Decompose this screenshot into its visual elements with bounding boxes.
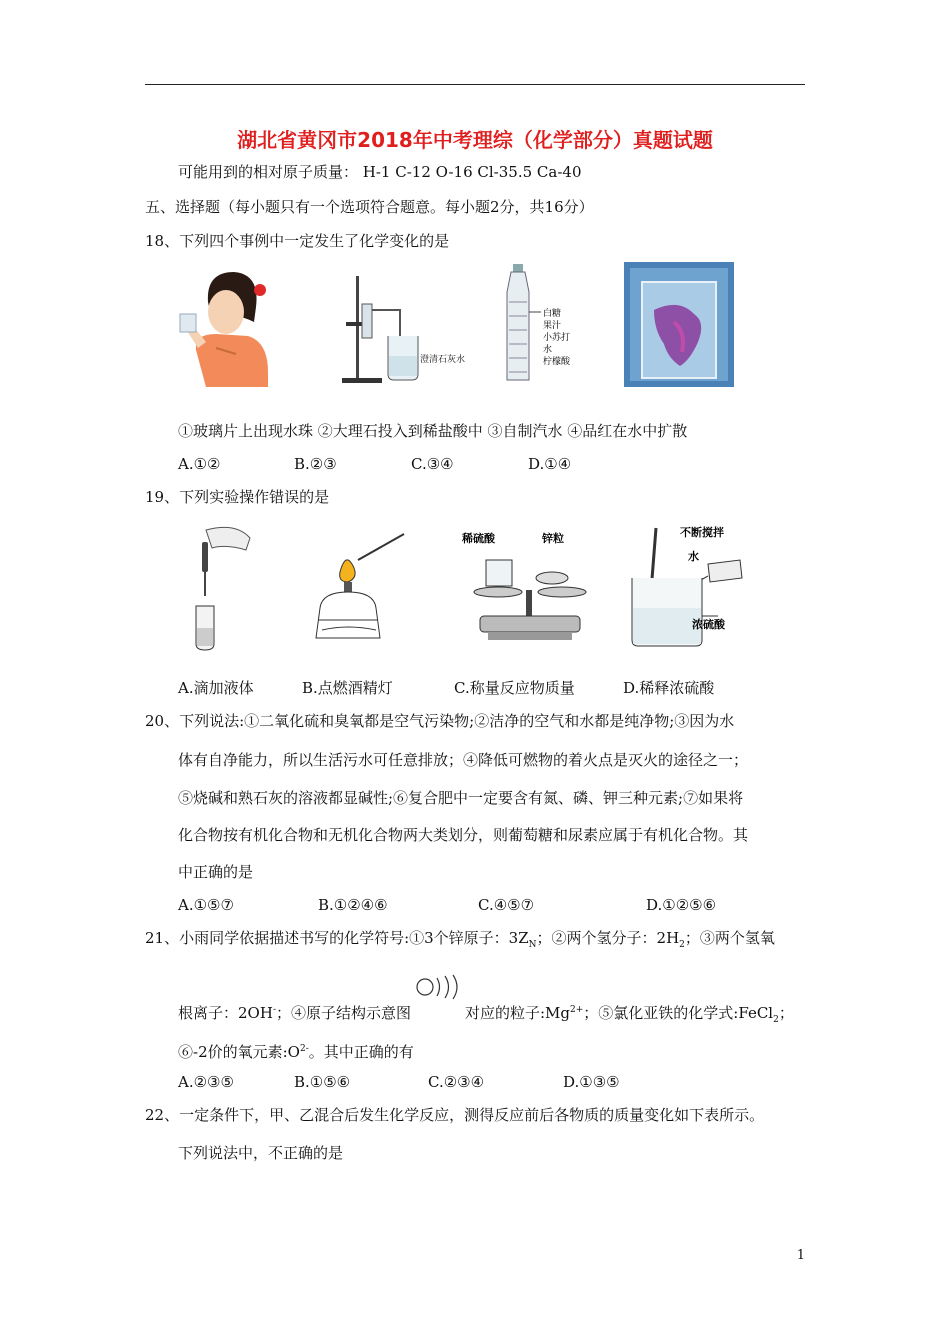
q18-bottle-label-5: 柠檬酸 [543, 356, 571, 366]
q18-option-c[interactable]: C.③④ [411, 455, 454, 473]
q20-line-4: 化合物按有机化合物和无机化合物两大类划分，则葡萄糖和尿素应属于有机化合物。其 [178, 826, 749, 844]
q18-figure-apparatus [336, 262, 466, 387]
q19-figure-alcohol-lamp [300, 520, 410, 652]
q19-label-zinc: 锌粒 [542, 533, 564, 545]
section-heading: 五、选择题（每小题只有一个选项符合题意。每小题2分，共16分） [145, 198, 594, 216]
q18-label-limewater: 澄清石灰水 [420, 354, 466, 364]
q20-option-c[interactable]: C.④⑤⑦ [478, 896, 535, 914]
q19-label-water: 水 [688, 551, 699, 563]
q20-option-b[interactable]: B.①②④⑥ [318, 896, 388, 914]
q21-line-3: ⑥-2价的氧元素$:O^{2-}$。其中正确的有 [178, 1043, 414, 1061]
q18-bottle-label-3: 小苏打 [543, 332, 571, 342]
q19-label-dilute-acid: 稀硫酸 [462, 533, 495, 545]
q21-option-a[interactable]: A.②③⑤ [178, 1073, 234, 1091]
q18-figure-beaker-dye [624, 262, 734, 387]
q19-label-stir: 不断搅拌 [680, 527, 724, 539]
q18-bottle-label-1: 白糖 [543, 308, 562, 318]
q20-line-5: 中正确的是 [178, 863, 254, 881]
q21-line-2: 根离子：2OH-；④原子结构示意图 对应的粒子$:Mg^{2+}$；⑤氯化亚铁的化学式:FeCl$_2$； [178, 1004, 794, 1025]
q19-option-a[interactable]: A.滴加液体 [178, 679, 254, 697]
atomic-structure-diagram [415, 974, 467, 1000]
q18-bottle-label-2: 果汁 [543, 320, 562, 330]
q20-option-d[interactable]: D.①②⑤⑥ [646, 896, 717, 914]
q19-figure-dropper [176, 520, 276, 652]
q18-caption: ①玻璃片上出现水珠 ②大理石投入到稀盐酸中 ③自制汽水 ④品红在水中扩散 [178, 422, 688, 440]
q18-option-d[interactable]: D.①④ [528, 455, 572, 473]
q19-option-b[interactable]: B.点燃酒精灯 [302, 679, 393, 697]
q20-option-a[interactable]: A.①⑤⑦ [178, 896, 234, 914]
q18-figure-girl [176, 262, 276, 387]
page-title: 湖北省黄冈市2018年中考理综（化学部分）真题试题 [237, 128, 713, 152]
q21-option-b[interactable]: B.①⑤⑥ [294, 1073, 351, 1091]
q20-line-1: 20、下列说法:①二氧化硫和臭氧都是空气污染物;②洁净的空气和水都是纯净物;③因为水 [145, 712, 735, 730]
q19-option-d[interactable]: D.稀释浓硫酸 [623, 679, 715, 697]
q18-stem: 18、下列四个事例中一定发生了化学变化的是 [145, 232, 450, 250]
q22-line-1: 22、一定条件下，甲、乙混合后发生化学反应，测得反应前后各物质的质量变化如下表所示。 [145, 1106, 765, 1124]
q18-figure-bottle [495, 262, 595, 387]
atomic-mass-line: 可能用到的相对原子质量： H-1 C-12 O-16 Cl-35.5 Ca-40 [178, 163, 582, 181]
q22-line-2: 下列说法中，不正确的是 [178, 1144, 344, 1162]
q21-line-1: 21、小雨同学依据描述书写的化学符号:①3个锌原子：$3Z_N$；②两个氢分子：$2H_2$；③两个氢氧 [145, 929, 775, 950]
q21-option-d[interactable]: D.①③⑤ [563, 1073, 620, 1091]
q19-stem: 19、下列实验操作错误的是 [145, 488, 330, 506]
q19-figure-balance [452, 520, 592, 652]
q18-bottle-label-4: 水 [543, 344, 553, 354]
q20-line-3: ⑤烧碱和熟石灰的溶液都显碱性;⑥复合肥中一定要含有氮、磷、钾三种元素;⑦如果将 [178, 789, 744, 807]
q19-figure-dilution [626, 520, 756, 652]
q19-label-conc-acid: 浓硫酸 [692, 619, 725, 631]
q19-option-c[interactable]: C.称量反应物质量 [454, 679, 575, 697]
q20-line-2: 体有自净能力，所以生活污水可任意排放；④降低可燃物的着火点是灭火的途径之一； [178, 751, 749, 769]
q18-option-b[interactable]: B.②③ [294, 455, 337, 473]
q21-option-c[interactable]: C.②③④ [428, 1073, 485, 1091]
page-number: 1 [796, 1248, 805, 1263]
q18-option-a[interactable]: A.①② [178, 455, 221, 473]
header-rule [145, 84, 805, 85]
